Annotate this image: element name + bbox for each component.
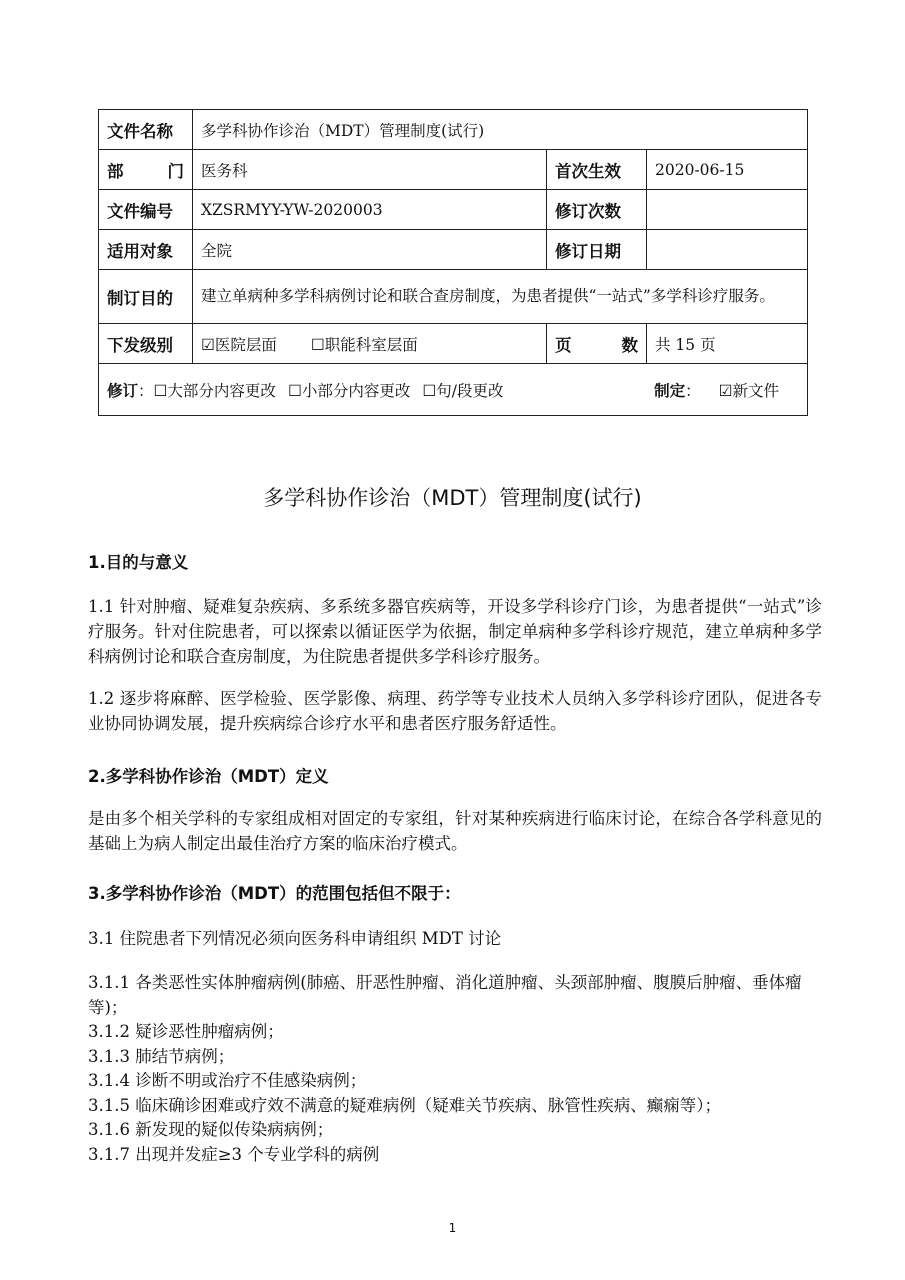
pages-value: 共 15 页 <box>647 324 808 364</box>
level-hospital-checkbox[interactable]: ☑医院层面 <box>201 335 277 354</box>
doc-name-label: 文件名称 <box>99 110 193 150</box>
section-1-heading: 1.目的与意义 <box>88 553 189 572</box>
doc-number-value: XZSRMYY-YW-2020003 <box>193 190 547 230</box>
department-value: 医务科 <box>193 150 547 190</box>
new-document-checkbox[interactable]: ☑新文件 <box>718 381 779 400</box>
row-revision <box>99 364 808 416</box>
list-item: 3.1.5 临床确诊困难或疗效不满意的疑难病例（疑难关节疾病、脉管性疾病、癫痫等）； <box>88 1095 721 1115</box>
list-item: 3.1.4 诊断不明或治疗不佳感染病例； <box>88 1071 367 1090</box>
section-1-paragraph-1: 1.1 针对肿瘤、疑难复杂疾病、多系统多器官疾病等，开设多学科诊疗门诊，为患者提供“一站式”诊疗服务。针对住院患者，可以探索以循证医学为依据，制定单病种多学科诊疗规范，建立单病种多学科病例讨论和联合查房制度，为住院患者提供多学科诊疗服务。 <box>88 597 822 666</box>
list-item: 3.1.2 疑诊恶性肿瘤病例； <box>88 1022 284 1041</box>
doc-name-value: 多学科协作诊治（MDT）管理制度(试行) <box>193 110 808 150</box>
purpose-value: 建立单病种多学科病例讨论和联合查房制度，为患者提供“一站式”多学科诊疗服务。 <box>193 270 808 324</box>
scope-label: 适用对象 <box>99 230 193 270</box>
section-1-paragraph-2: 1.2 逐步将麻醉、医学检验、医学影像、病理、药学等专业技术人员纳入多学科诊疗团队，促进各专业协同协调发展，提升疾病综合诊疗水平和患者医疗服务舒适性。 <box>88 689 822 733</box>
first-effective-value: 2020-06-15 <box>647 150 808 190</box>
revision-date-label: 修订日期 <box>547 230 647 270</box>
made-label: 制定 <box>654 381 686 400</box>
list-item: 3.1.1 各类恶性实体肿瘤病例(肺癌、肝恶性肿瘤、消化道肿瘤、头颈部肿瘤、腹膜后肿瘤、垂体瘤等)； <box>88 973 802 1017</box>
row-department <box>99 150 808 190</box>
section-3-list <box>88 971 822 1167</box>
revision-major-checkbox[interactable]: ☐大部分内容更改 <box>153 381 276 400</box>
doc-number-label: 文件编号 <box>99 190 193 230</box>
row-doc-name <box>99 110 808 150</box>
revision-minor-checkbox[interactable]: ☐小部分内容更改 <box>287 381 411 400</box>
revision-label: 修订 <box>107 381 139 400</box>
revision-sentence-checkbox[interactable]: ☐句/段更改 <box>422 381 504 400</box>
row-purpose <box>99 270 808 324</box>
issue-level-label: 下发级别 <box>99 324 193 364</box>
revision-date-value <box>647 230 808 270</box>
row-issue-level <box>99 324 808 364</box>
document-title: 多学科协作诊治（MDT）管理制度(试行) <box>263 486 642 510</box>
row-doc-number <box>99 190 808 230</box>
section-3-paragraph-1: 3.1 住院患者下列情况必须向医务科申请组织 MDT 讨论 <box>88 929 502 948</box>
row-scope <box>99 230 808 270</box>
scope-value: 全院 <box>193 230 547 270</box>
issue-level-options <box>193 324 547 364</box>
section-3-heading: 3.多学科协作诊治（MDT）的范围包括但不限于： <box>88 884 461 903</box>
level-department-checkbox[interactable]: ☐职能科室层面 <box>310 335 418 354</box>
section-2-heading: 2.多学科协作诊治（MDT）定义 <box>88 767 329 786</box>
purpose-label: 制订目的 <box>99 270 193 324</box>
list-item: 3.1.3 肺结节病例； <box>88 1046 235 1066</box>
first-effective-label: 首次生效 <box>547 150 647 190</box>
section-2-paragraph-1: 是由多个相关学科的专家组成相对固定的专家组，针对某种疾病进行临床讨论，在综合各学科意见的基础上为病人制定出最佳治疗方案的临床治疗模式。 <box>88 809 822 853</box>
document-info-table <box>98 109 808 416</box>
list-item: 3.1.6 新发现的疑似传染病病例； <box>88 1120 334 1139</box>
revision-cell: 修订 ： ☐大部分内容更改 ☐小部分内容更改 ☐句/段更改 制定 ： ☑新文件 <box>99 364 808 416</box>
department-label: 部 门 <box>99 150 193 190</box>
pages-label: 页 数 <box>547 324 647 364</box>
list-item: 3.1.7 出现并发症≥3 个专业学科的病例 <box>88 1144 380 1164</box>
page-number: 1 <box>448 1221 457 1235</box>
revision-count-value <box>647 190 808 230</box>
revision-count-label: 修订次数 <box>547 190 647 230</box>
